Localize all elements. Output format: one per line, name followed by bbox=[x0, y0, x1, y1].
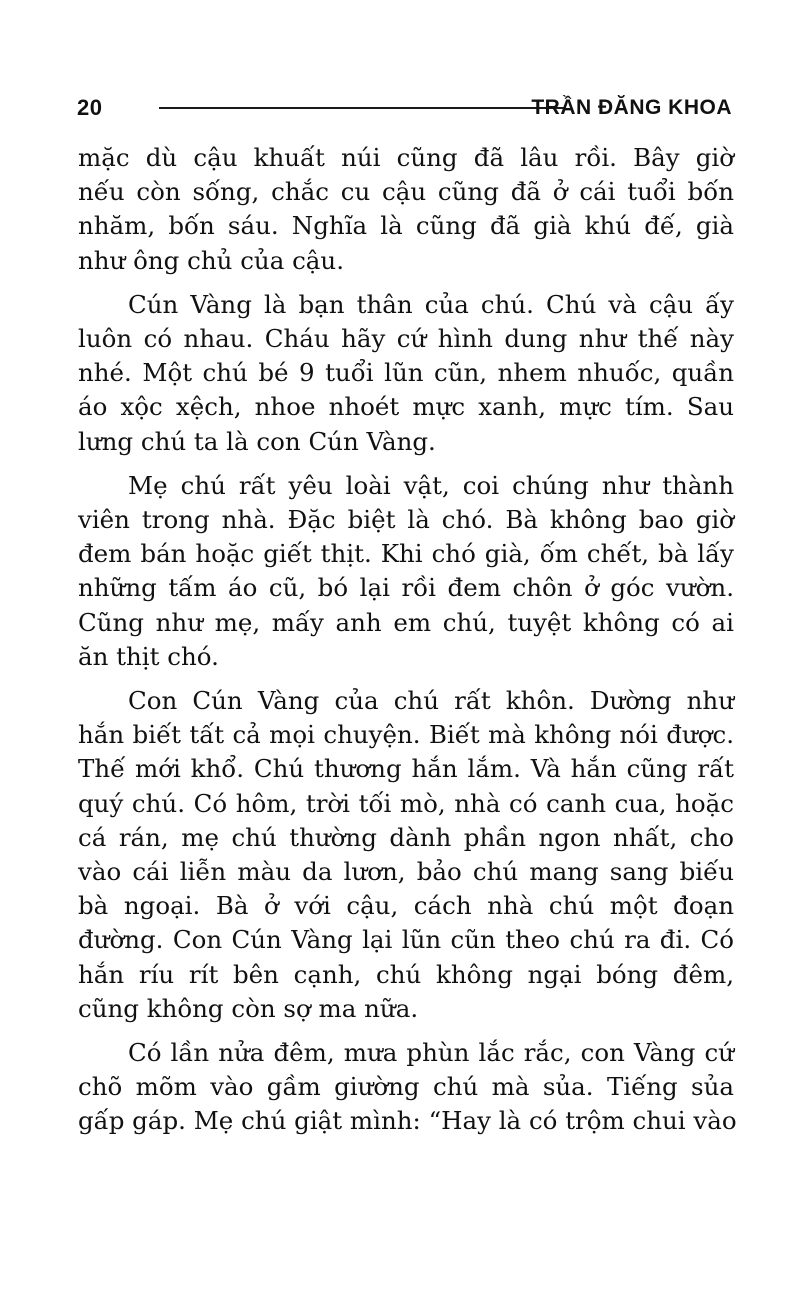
text-line: đem bán hoặc giết thịt. Khi chó già, ốm chết, bà lấy bbox=[78, 539, 734, 569]
text-line: Có lần nửa đêm, mưa phùn lắc rắc, con Vàng cứ bbox=[128, 1038, 734, 1068]
text-line: nhăm, bốn sáu. Nghĩa là cũng đã già khú đế, già bbox=[78, 211, 734, 241]
page-number: 20 bbox=[77, 95, 103, 120]
text-line: Thế mới khổ. Chú thương hắn lắm. Và hắn cũng rất bbox=[78, 754, 734, 784]
header-rule bbox=[159, 107, 564, 109]
paragraph bbox=[78, 288, 734, 459]
text-line: ăn thịt chó. bbox=[78, 641, 219, 671]
text-line: luôn có nhau. Cháu hãy cứ hình dung như thế này bbox=[78, 324, 734, 354]
text-line: đường. Con Cún Vàng lại lũn cũn theo chú ra đi. Có bbox=[78, 925, 734, 955]
text-line: Cũng như mẹ, mấy anh em chú, tuyệt không có ai bbox=[78, 607, 734, 637]
text-line: mặc dù cậu khuất núi cũng đã lâu rồi. Bây giờ bbox=[78, 143, 734, 172]
text-line: Con Cún Vàng của chú rất khôn. Dường như bbox=[128, 686, 734, 716]
paragraph bbox=[78, 141, 734, 278]
text-line: cá rán, mẹ chú thường dành phần ngon nhất, cho bbox=[78, 822, 734, 852]
body-text bbox=[78, 141, 737, 1149]
text-line: cũng không còn sợ ma nữa. bbox=[78, 993, 419, 1023]
text-line: Mẹ chú rất yêu loài vật, coi chúng như thành bbox=[128, 470, 734, 500]
text-line: gấp gáp. Mẹ chú giật mình: “Hay là có trộm chui vào bbox=[78, 1106, 737, 1136]
text-line: nhé. Một chú bé 9 tuổi lũn cũn, nhem nhuốc, quần bbox=[78, 358, 734, 388]
text-line: như ông chủ của cậu. bbox=[78, 245, 344, 275]
text-line: hắn ríu rít bên cạnh, chú không ngại bóng đêm, bbox=[78, 959, 734, 989]
text-line: chõ mõm vào gầm giường chú mà sủa. Tiếng sủa bbox=[78, 1072, 734, 1102]
text-line: viên trong nhà. Đặc biệt là chó. Bà không bao giờ bbox=[78, 505, 734, 535]
page-header bbox=[77, 92, 732, 124]
text-line: lưng chú ta là con Cún Vàng. bbox=[78, 426, 436, 456]
text-line: áo xộc xệch, nhoe nhoét mực xanh, mực tím. Sau bbox=[78, 392, 734, 422]
text-line: nếu còn sống, chắc cu cậu cũng đã ở cái tuổi bốn bbox=[78, 177, 734, 207]
paragraph bbox=[78, 1036, 737, 1139]
text-line: Cún Vàng là bạn thân của chú. Chú và cậu ấy bbox=[128, 289, 734, 319]
paragraph bbox=[78, 469, 734, 674]
paragraph bbox=[78, 684, 734, 1026]
text-line: vào cái liễn màu da lươn, bảo chú mang sang biếu bbox=[78, 857, 734, 887]
text-line: hắn biết tất cả mọi chuyện. Biết mà không nói được. bbox=[78, 720, 734, 750]
text-line: bà ngoại. Bà ở với cậu, cách nhà chú một đoạn bbox=[78, 891, 734, 921]
text-line: những tấm áo cũ, bó lại rồi đem chôn ở góc vườn. bbox=[78, 573, 734, 603]
text-line: quý chú. Có hôm, trời tối mò, nhà có canh cua, hoặc bbox=[78, 788, 734, 818]
running-head-author: TRẦN ĐĂNG KHOA bbox=[531, 96, 732, 119]
